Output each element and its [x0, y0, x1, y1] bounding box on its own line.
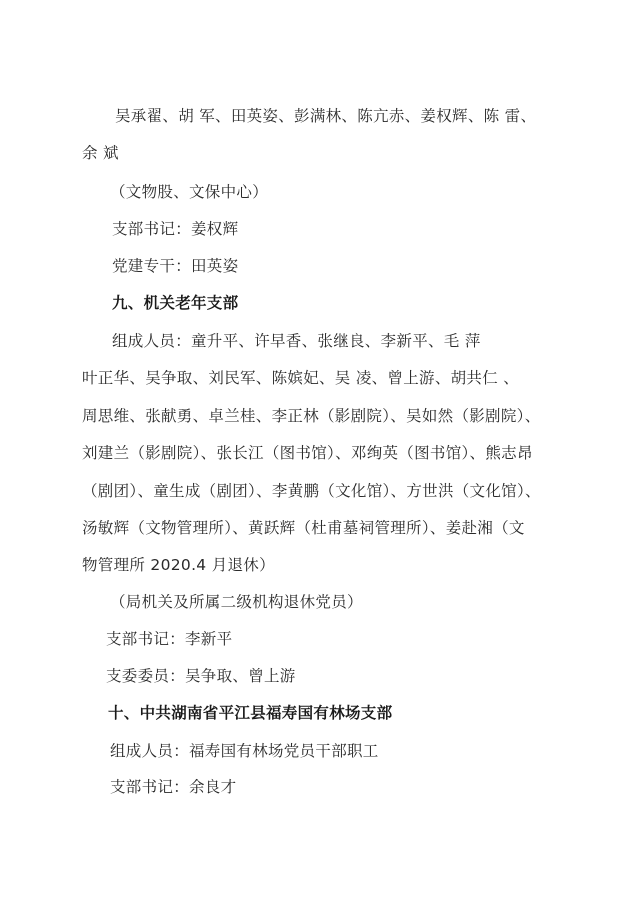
- section8-members-line1: 吴承翟、胡 军、田英姿、彭满林、陈亢赤、姜权辉、陈 雷、: [115, 107, 537, 125]
- section10-members: 组成人员：福寿国有林场党员干部职工: [110, 742, 379, 760]
- section9-members-line3: 周思维、张献勇、卓兰桂、李正林（影剧院）、吴如然（影剧院）、: [82, 407, 541, 425]
- section8-secretary: 支部书记：姜权辉: [112, 220, 239, 238]
- section9-members-line7: 物管理所 2020.4 月退休）: [82, 556, 275, 574]
- section8-members-line2: 余 斌: [82, 144, 119, 162]
- section9-members-line2: 叶正华、吴争取、刘民军、陈嫔妃、吴 凌、曾上游、胡共仁 、: [82, 369, 520, 387]
- section9-members-line6: 汤敏辉（文物管理所）、黄跃辉（杜甫墓祠管理所）、姜赴湘（文: [82, 519, 525, 537]
- section9-heading: 九、机关老年支部: [112, 294, 239, 312]
- section9-committee: 支委委员：吴争取、曾上游: [106, 667, 296, 685]
- section9-members-line1: 组成人员：童升平、许早香、张继良、李新平、毛 萍: [112, 332, 481, 350]
- section9-secretary: 支部书记：李新平: [106, 630, 233, 648]
- section9-members-line5: （剧团）、童生成（剧团）、李黄鹏（文化馆）、方世洪（文化馆）、: [82, 482, 541, 500]
- section8-unit-note: （文物股、文保中心）: [110, 183, 269, 201]
- section10-heading: 十、中共湖南省平江县福寿国有林场支部: [108, 704, 393, 722]
- section9-unit-note: （局机关及所属二级机构退休党员）: [110, 593, 363, 611]
- section10-secretary: 支部书记：余良才: [110, 778, 237, 796]
- section9-members-line4: 刘建兰（影剧院）、张长江（图书馆）、邓绚英（图书馆）、熊志昂: [82, 444, 533, 462]
- section8-party-officer: 党建专干：田英姿: [112, 257, 239, 275]
